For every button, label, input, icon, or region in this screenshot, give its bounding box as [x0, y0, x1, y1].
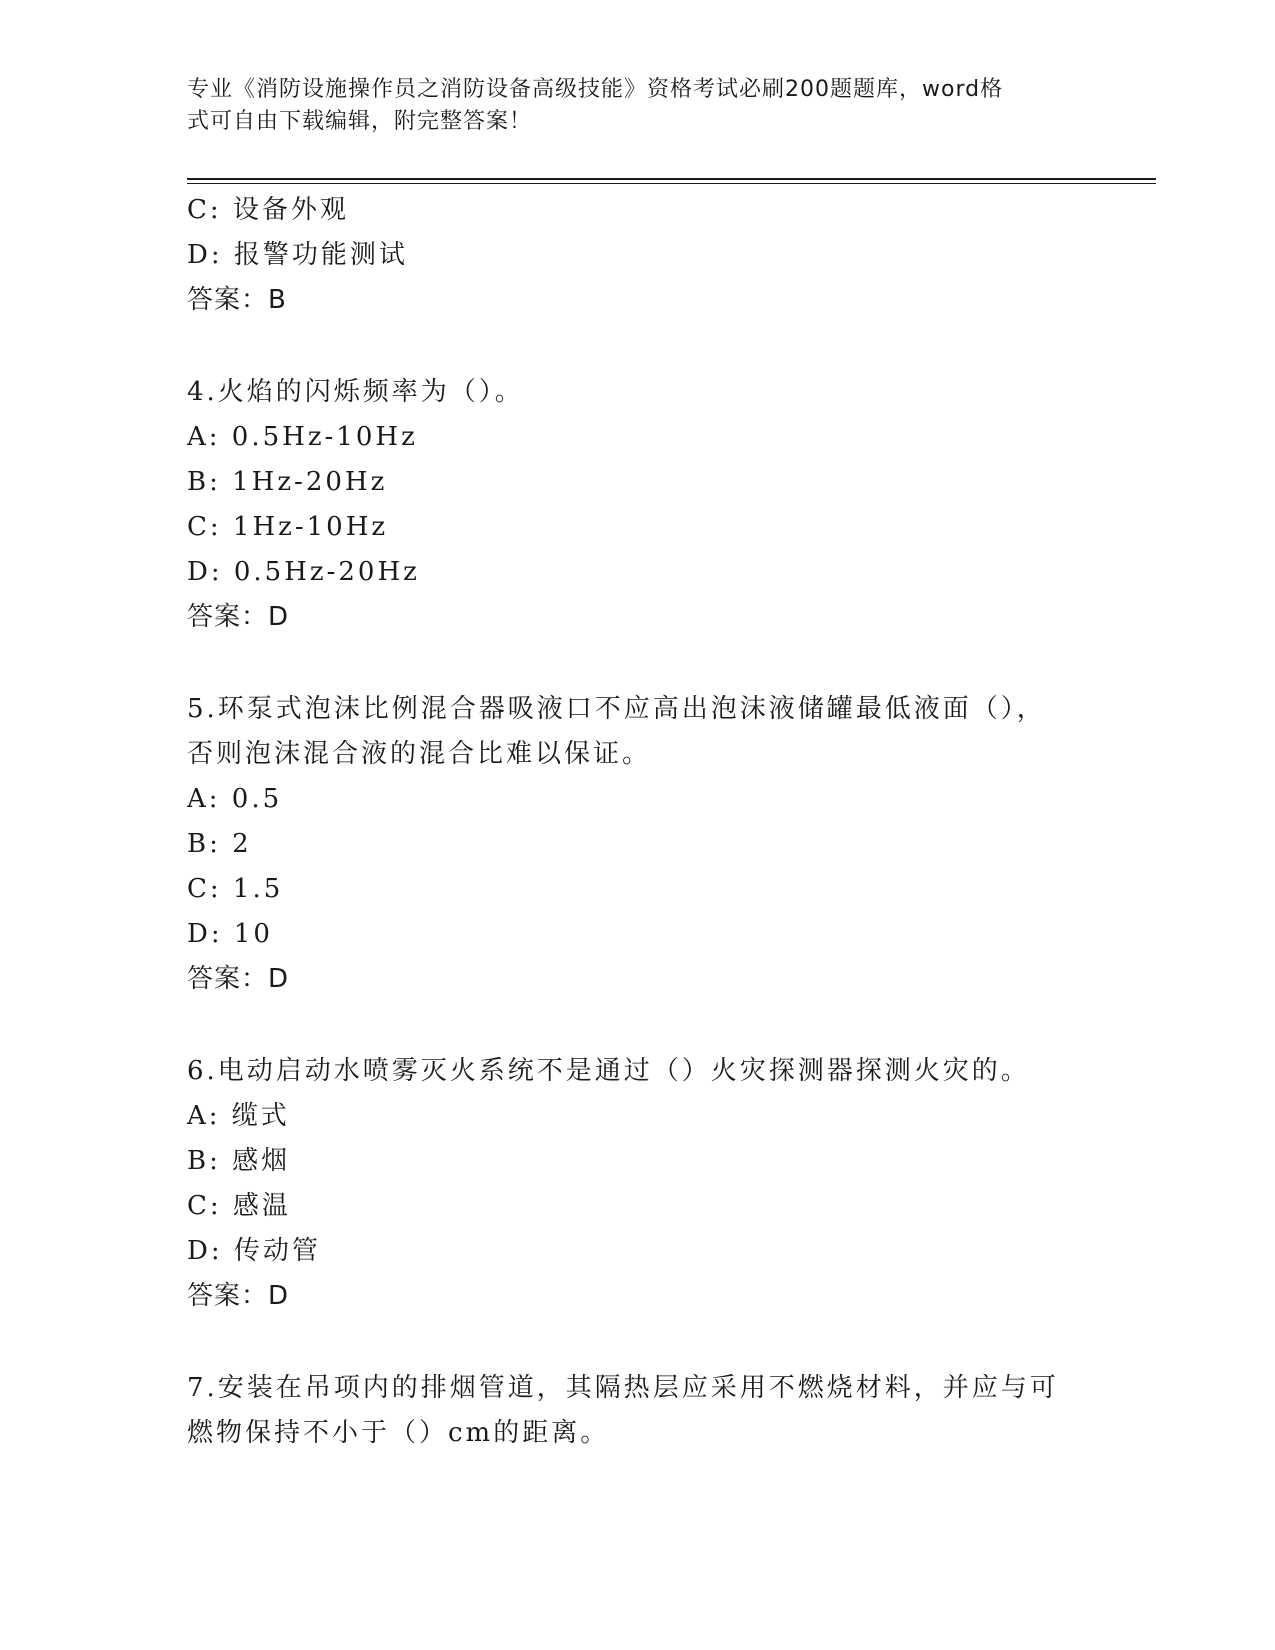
option-c: C: 设备外观	[187, 195, 349, 225]
option-d: D: 0.5Hz-20Hz	[187, 557, 420, 587]
option-d: D: 报警功能测试	[187, 240, 408, 270]
header-line-1: 专业《消防设施操作员之消防设备高级技能》资格考试必刷200题题库，word格	[187, 77, 1004, 102]
spacer	[187, 1002, 1087, 1049]
option-b: B: 2	[187, 829, 252, 859]
question-6	[187, 1049, 1087, 1319]
option-a: A: 0.5Hz-10Hz	[187, 422, 418, 452]
header-divider-thick	[187, 178, 1156, 180]
answer: 答案：D	[187, 602, 290, 632]
question-stem-line-1: 5.环泵式泡沫比例混合器吸液口不应高出泡沫液储罐最低液面（），	[187, 694, 1046, 724]
option-a: A: 0.5	[187, 784, 283, 814]
option-a: A: 缆式	[187, 1101, 290, 1131]
question-stem-line-1: 7.安装在吊项内的排烟管道，其隔热层应采用不燃烧材料，并应与可	[187, 1373, 1059, 1403]
question-list	[187, 188, 1087, 1456]
spacer	[187, 1319, 1087, 1366]
answer: 答案：B	[187, 285, 287, 315]
option-d: D: 10	[187, 919, 273, 949]
answer: 答案：D	[187, 964, 290, 994]
question-stem: 6.电动启动水喷雾灭火系统不是通过（）火灾探测器探测火灾的。	[187, 1056, 1030, 1086]
question-stem-line-2: 否则泡沫混合液的混合比难以保证。	[187, 739, 652, 769]
option-d: D: 传动管	[187, 1236, 321, 1266]
header-line-2: 式可自由下载编辑，附完整答案！	[187, 109, 533, 134]
question-4	[187, 370, 1087, 640]
option-b: B: 1Hz-20Hz	[187, 467, 388, 497]
question-7	[187, 1366, 1087, 1456]
option-c: C: 感温	[187, 1191, 291, 1221]
question-stem-line-2: 燃物保持不小于（）cm的距离。	[187, 1418, 610, 1448]
spacer	[187, 323, 1087, 370]
option-b: B: 感烟	[187, 1146, 291, 1176]
question-5	[187, 687, 1087, 1002]
option-c: C: 1.5	[187, 874, 284, 904]
header-divider-thin	[187, 183, 1156, 184]
spacer	[187, 640, 1087, 687]
document-header	[187, 74, 1067, 138]
answer: 答案：D	[187, 1281, 290, 1311]
question-3-tail	[187, 188, 1087, 323]
option-c: C: 1Hz-10Hz	[187, 512, 389, 542]
question-stem: 4.火焰的闪烁频率为（）。	[187, 377, 524, 407]
